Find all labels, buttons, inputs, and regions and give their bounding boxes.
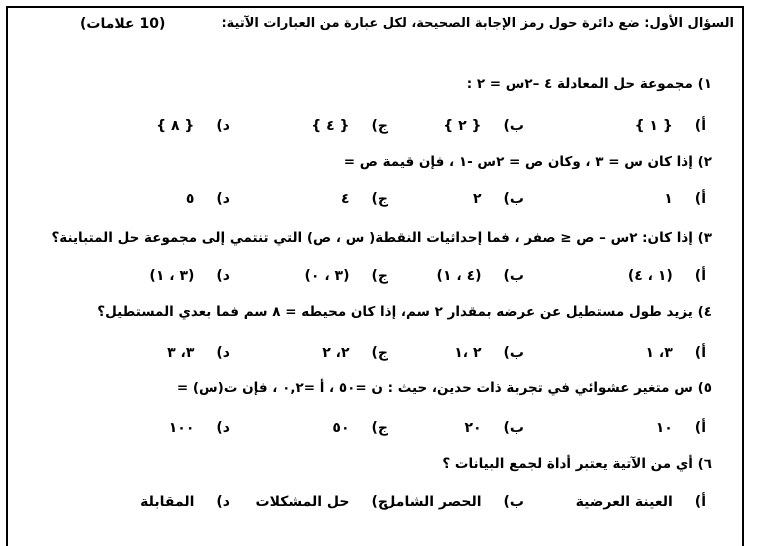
- question-5-options: [8, 420, 742, 444]
- option-d[interactable]: د)٥: [185, 191, 230, 207]
- option-d[interactable]: د)٣، ٣: [167, 345, 230, 361]
- option-c[interactable]: ج)حل المشكلات: [255, 494, 388, 510]
- question-title: السؤال الأول: ضع دائرة حول رمز الإجابة الصحيحة، لكل عبارة من العبارات الآتية:: [221, 16, 734, 31]
- exam-sheet: [6, 6, 744, 546]
- option-a[interactable]: أ)٣، ١: [645, 345, 706, 361]
- question-2-options: [8, 191, 742, 215]
- option-b[interactable]: ب)٢: [472, 191, 524, 207]
- option-d[interactable]: د)المقابلة: [140, 494, 230, 510]
- question-3: ٣) إذا كان: ٢س – ص ≤ صفر ، فما إحداثيات النقطة( س ، ص) التي تنتمي إلى مجموعة حل المتباينة؟: [51, 230, 712, 246]
- question-1: ١) مجموعة حل المعادلة ٤ –٢س = ٢ :: [466, 76, 712, 92]
- question-3-options: [8, 268, 742, 292]
- question-6-options: [8, 494, 742, 518]
- option-c[interactable]: ج)٢، ٢: [322, 345, 388, 361]
- question-4-options: [8, 345, 742, 369]
- question-2: ٢) إذا كان س = ٣ ، وكان ص = ٢س -١ ، فإن قيمة ص =: [343, 154, 712, 170]
- option-b[interactable]: ب)٢ ،١: [454, 345, 524, 361]
- option-b[interactable]: ب)(٤ ، ١): [436, 268, 524, 284]
- marks-label: (10 علامات): [80, 16, 166, 32]
- option-c[interactable]: ج)٤: [340, 191, 388, 207]
- option-b[interactable]: ب)الحصر الشامل: [383, 494, 524, 510]
- option-d[interactable]: د)١٠٠: [168, 420, 230, 436]
- option-d[interactable]: د){ ٨ }: [156, 118, 230, 134]
- option-d[interactable]: د)(٣ ، ١): [149, 268, 230, 284]
- question-6: ٦) أي من الآتية يعتبر أداة لجمع البيانات ؟: [442, 456, 712, 472]
- option-c[interactable]: ج)٥٠: [332, 420, 388, 436]
- question-4: ٤) يزيد طول مستطيل عن عرضه بمقدار ٢ سم، إذا كان محيطه = ٨ سم فما بعدي المستطيل؟: [97, 304, 712, 320]
- option-c[interactable]: ج)(٣ ، ٠): [304, 268, 388, 284]
- option-a[interactable]: أ)العينة العرضية: [575, 494, 706, 510]
- option-a[interactable]: أ)١: [664, 191, 706, 207]
- option-b[interactable]: ب)٢٠: [464, 420, 524, 436]
- question-5: ٥) س متغير عشوائي في تجربة ذات حدين، حيث : ن =٥٠ ، أ =٠,٢ ، فإن ت(س) =: [176, 380, 712, 396]
- option-a[interactable]: أ){ ١ }: [634, 118, 706, 134]
- option-c[interactable]: ج){ ٤ }: [311, 118, 388, 134]
- question-1-options: [8, 118, 742, 142]
- option-b[interactable]: ب){ ٢ }: [443, 118, 524, 134]
- question-header: [18, 16, 734, 38]
- option-a[interactable]: أ)١٠: [655, 420, 706, 436]
- option-a[interactable]: أ)(١ ، ٤): [627, 268, 706, 284]
